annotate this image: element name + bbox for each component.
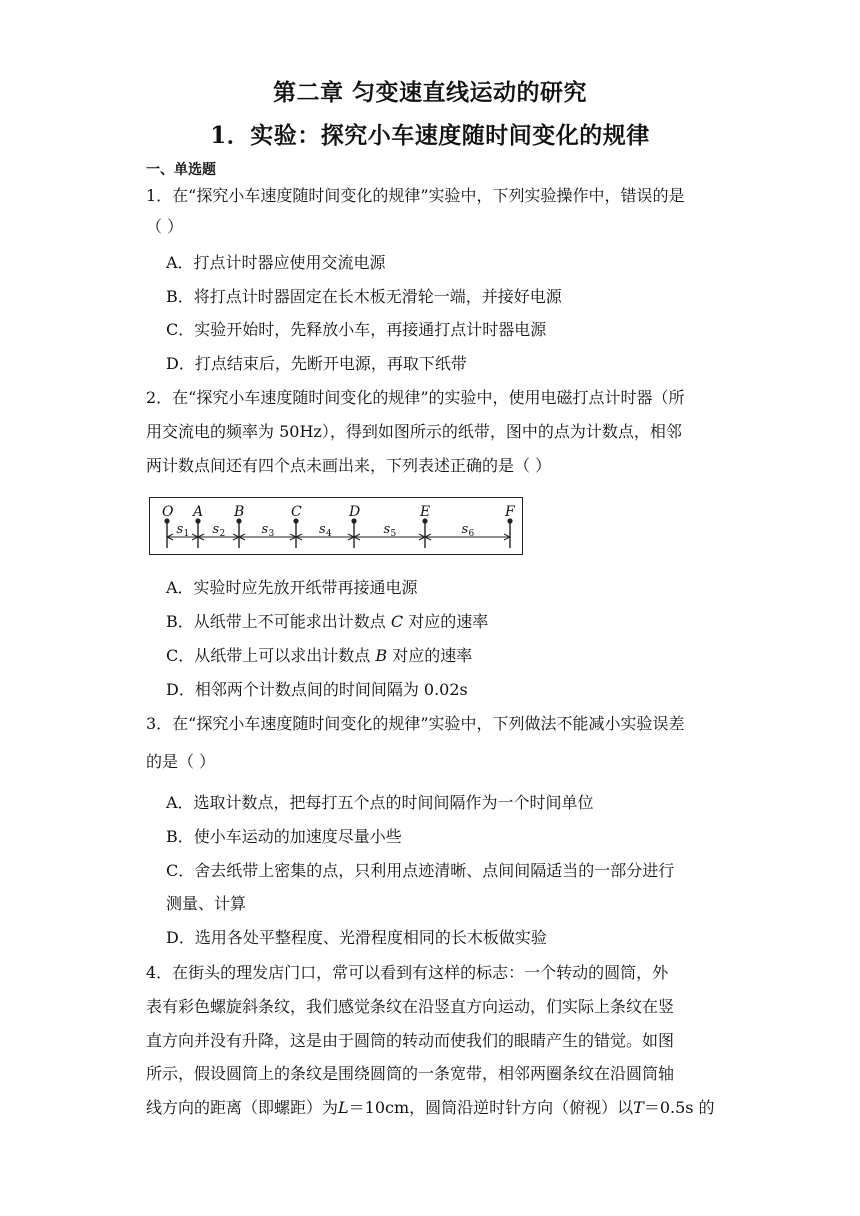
- part-heading: 一、单选题: [146, 162, 216, 178]
- q2-option-c-post: 对应的速率: [387, 646, 473, 665]
- q2-option-b-pre: B．从纸带上不可能求出计数点: [166, 612, 391, 631]
- tape-segment-subscript-2: 2: [219, 529, 226, 539]
- tape-point-label-o: O: [162, 504, 174, 520]
- tape-point-label-f: F: [505, 504, 515, 520]
- tape-segment-label-1: s: [176, 522, 184, 537]
- q2-option-c-pre: C．从纸带上可以求出计数点: [166, 646, 376, 665]
- q1-option-c: C．实验开始时，先释放小车，再接通打点计时器电源: [166, 320, 547, 339]
- q2-stem-line3: 两计数点间还有四个点未画出来，下列表述正确的是（ ）: [146, 456, 552, 475]
- q1-stem-line1: 1．在“探究小车速度随时间变化的规律”实验中，下列实验操作中，错误的是: [146, 186, 685, 205]
- q4-line5-pre: 线方向的距离（即螺距）为: [146, 1098, 339, 1117]
- tape-segment-subscript-6: 6: [468, 529, 475, 539]
- q4-line4: 所示，假设圆筒上的条纹是围绕圆筒的一条宽带，相邻两圈条纹在沿圆筒轴: [146, 1064, 675, 1083]
- q2-option-b-post: 对应的速率: [403, 612, 489, 631]
- tape-segment-label-3: s: [261, 522, 269, 537]
- q2-stem-line1: 2．在“探究小车速度随时间变化的规律”的实验中，使用电磁打点计时器（所: [146, 388, 685, 407]
- tape-point-label-e: E: [420, 504, 431, 520]
- q2-option-b: [166, 612, 488, 632]
- section-title: 1．实验：探究小车速度随时间变化的规律: [210, 122, 650, 149]
- q2-option-a: A．实验时应先放开纸带再接通电源: [166, 578, 418, 597]
- tape-point-label-b: B: [234, 504, 245, 520]
- q4-line3: 直方向并没有升降，这是由于圆筒的转动而使我们的眼睛产生的错觉。如图: [146, 1031, 675, 1050]
- q2-stem-line2: 用交流电的频率为 50Hz），得到如图所示的纸带，图中的点为计数点，相邻: [146, 422, 682, 441]
- q1-option-b: B．将打点计时器固定在长木板无滑轮一端，并接好电源: [166, 287, 562, 306]
- q2-option-b-var: C: [390, 612, 404, 631]
- q3-option-a: A．选取计数点，把每打五个点的时间间隔作为一个时间单位: [166, 793, 594, 812]
- q1-option-a: A．打点计时器应使用交流电源: [166, 253, 386, 272]
- tape-point-label-d: D: [349, 504, 361, 520]
- chapter-title: 第二章 匀变速直线运动的研究: [272, 79, 587, 106]
- q1-stem-line2: （ ）: [146, 217, 184, 236]
- q3-stem-line2: 的是（ ）: [146, 752, 216, 771]
- q2-option-c: [166, 646, 472, 666]
- tape-segment-subscript-5: 5: [390, 529, 397, 539]
- tape-point-label-c: C: [291, 504, 302, 520]
- tape-segment-label-2: s: [212, 522, 220, 537]
- tape-segment-label-6: s: [461, 522, 469, 537]
- q4-line2: 表有彩色螺旋斜条纹，我们感觉条纹在沿竖直方向运动，们实际上条纹在竖: [146, 997, 675, 1016]
- tape-segment-label-4: s: [319, 522, 326, 537]
- tape-point-label-a: A: [193, 504, 204, 520]
- q4-var-l: L: [338, 1098, 349, 1117]
- q3-option-b: B．使小车运动的加速度尽量小些: [166, 827, 402, 846]
- q3-stem-line1: 3．在“探究小车速度随时间变化的规律”实验中，下列做法不能减小实验误差: [146, 714, 685, 733]
- q4-line5-post: ＝0.5s 的: [643, 1098, 715, 1117]
- q4-var-t: T: [633, 1098, 644, 1117]
- tape-segment-subscript-4: 4: [326, 529, 332, 539]
- q3-option-d: D．选用各处平整程度、光滑程度相同的长木板做实验: [166, 928, 547, 947]
- tape-segment-subscript-1: 1: [183, 529, 190, 539]
- q2-option-d: D．相邻两个计数点间的时间间隔为 0.02s: [166, 680, 468, 699]
- tape-segment-label-5: s: [383, 522, 391, 537]
- tape-segment-subscript-3: 3: [268, 529, 275, 539]
- q4-line5: [146, 1098, 715, 1118]
- q3-option-c-line1: C．舍去纸带上密集的点，只利用点迹清晰、点间间隔适当的一部分进行: [166, 861, 675, 880]
- q1-option-d: D．打点结束后，先断开电源，再取下纸带: [166, 354, 467, 373]
- q3-option-c-line2: 测量、计算: [166, 894, 247, 913]
- q2-option-c-var: B: [375, 646, 388, 665]
- q4-line5-mid: ＝10cm，圆筒沿逆时针方向（俯视）以: [348, 1098, 634, 1117]
- paper-tape-figure: [149, 497, 523, 555]
- paper-tape-diagram: [150, 498, 521, 553]
- q4-line1: 4．在街头的理发店门口，常可以看到有这样的标志：一个转动的圆筒，外: [146, 963, 669, 982]
